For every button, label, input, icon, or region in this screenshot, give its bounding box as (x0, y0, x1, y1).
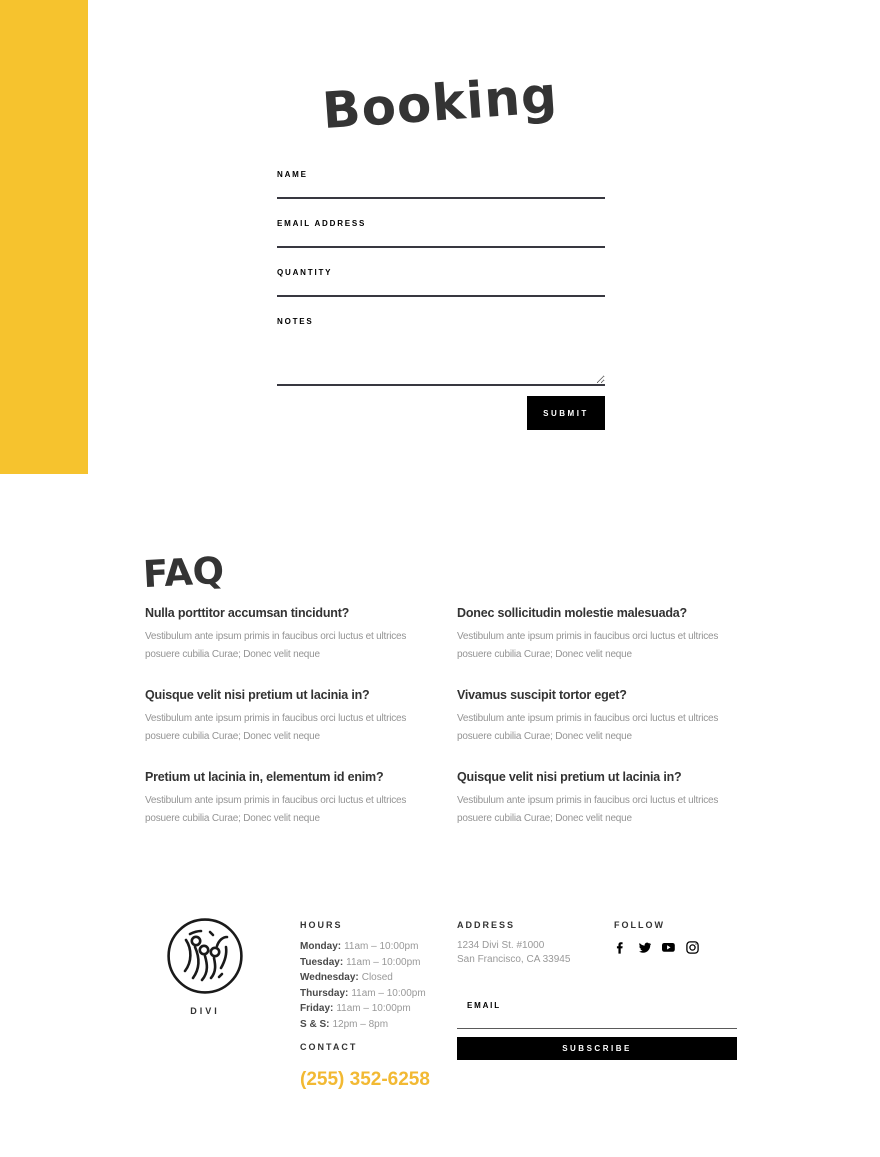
newsletter-email-input[interactable] (457, 1017, 737, 1029)
youtube-icon[interactable] (662, 941, 675, 954)
faq-answer: Vestibulum ante ipsum primis in faucibus orci luctus et ultrices posuere cubilia Curae; Donec velit neque (457, 631, 719, 660)
subscribe-button[interactable]: SUBSCRIBE (457, 1037, 737, 1060)
contact-heading: CONTACT (300, 1042, 358, 1052)
submit-row (277, 396, 605, 430)
faq-section (145, 603, 743, 849)
faq-question: Nulla porttitor accumsan tincidunt? (145, 606, 350, 620)
faq-question: Pretium ut lacinia in, elementum id enim? (145, 770, 384, 784)
faq-column-right (457, 603, 743, 849)
divi-logo-icon (165, 916, 245, 996)
logo-text: DIVI (190, 1006, 220, 1016)
form-field-email (277, 219, 605, 248)
hours-time: 11am – 10:00pm (344, 941, 419, 952)
instagram-icon[interactable] (686, 941, 699, 954)
faq-item (145, 603, 431, 664)
hours-section (300, 920, 440, 1032)
address-heading: ADDRESS (457, 920, 516, 930)
hours-time: 11am – 10:00pm (346, 956, 421, 968)
newsletter-section (457, 1001, 737, 1060)
accent-stripe (0, 0, 88, 474)
faq-answer: Vestibulum ante ipsum primis in faucibus orci luctus et ultrices posuere cubilia Curae; Donec velit neque (457, 713, 719, 742)
hours-row (300, 1001, 440, 1017)
notes-label: NOTES (277, 317, 314, 326)
email-input[interactable] (277, 236, 605, 248)
newsletter-email-label: EMAIL (467, 1001, 501, 1010)
faq-question: Donec sollicitudin molestie malesuada? (457, 606, 687, 620)
hours-day: Thursday: (300, 987, 349, 999)
hours-day: Monday: (300, 941, 342, 952)
contact-section (300, 1042, 460, 1091)
address-section (457, 920, 597, 967)
faq-question: Quisque velit nisi pretium ut lacinia in? (457, 770, 682, 784)
facebook-icon[interactable] (614, 941, 627, 954)
hours-row (300, 986, 440, 1002)
form-field-quantity (277, 268, 605, 297)
booking-form (277, 170, 605, 430)
faq-column-left (145, 603, 431, 849)
quantity-label: QUANTITY (277, 268, 333, 277)
hours-day: Tuesday: (300, 956, 344, 968)
faq-answer: Vestibulum ante ipsum primis in faucibus orci luctus et ultrices posuere cubilia Curae; Donec velit neque (145, 631, 407, 660)
faq-question: Vivamus suscipit tortor eget? (457, 688, 627, 702)
hours-time: 11am – 10:00pm (351, 987, 426, 999)
hours-day: S & S: (300, 1018, 330, 1030)
form-field-name (277, 170, 605, 199)
faq-answer: Vestibulum ante ipsum primis in faucibus orci luctus et ultrices posuere cubilia Curae; Donec velit neque (145, 795, 407, 824)
submit-button[interactable]: SUBMIT (527, 396, 605, 430)
hours-time: 12pm – 8pm (332, 1018, 389, 1030)
faq-title: FAQ (141, 548, 226, 596)
twitter-icon[interactable] (638, 941, 651, 954)
faq-answer: Vestibulum ante ipsum primis in faucibus orci luctus et ultrices posuere cubilia Curae; Donec velit neque (457, 795, 719, 824)
page-title: Booking (320, 65, 560, 140)
faq-item (145, 685, 431, 746)
hours-row (300, 955, 440, 971)
email-label: EMAIL ADDRESS (277, 219, 367, 228)
quantity-input[interactable] (277, 285, 605, 297)
hours-day: Friday: (300, 1003, 334, 1014)
form-field-notes (277, 317, 605, 386)
name-input[interactable] (277, 187, 605, 199)
address-line-2: San Francisco, CA 33945 (457, 954, 571, 965)
social-icons-row (614, 941, 738, 954)
hours-row (300, 1017, 440, 1033)
address-line-1: 1234 Divi St. #1000 (457, 940, 545, 951)
follow-section (614, 920, 738, 954)
hours-time: 11am – 10:00pm (336, 1003, 411, 1014)
name-label: NAME (277, 170, 308, 179)
notes-textarea[interactable] (277, 334, 605, 386)
faq-item (457, 767, 743, 828)
follow-heading: FOLLOW (614, 920, 665, 930)
hours-day: Wednesday: (300, 972, 359, 983)
hours-row (300, 939, 440, 955)
faq-answer: Vestibulum ante ipsum primis in faucibus orci luctus et ultrices posuere cubilia Curae; Donec velit neque (145, 713, 407, 742)
hours-row (300, 970, 440, 986)
faq-item (457, 685, 743, 746)
faq-item (457, 603, 743, 664)
phone-link[interactable]: (255) 352-6258 (300, 1069, 430, 1090)
hours-heading: HOURS (300, 920, 343, 930)
hours-time: Closed (361, 972, 393, 983)
faq-question: Quisque velit nisi pretium ut lacinia in? (145, 688, 370, 702)
faq-item (145, 767, 431, 828)
